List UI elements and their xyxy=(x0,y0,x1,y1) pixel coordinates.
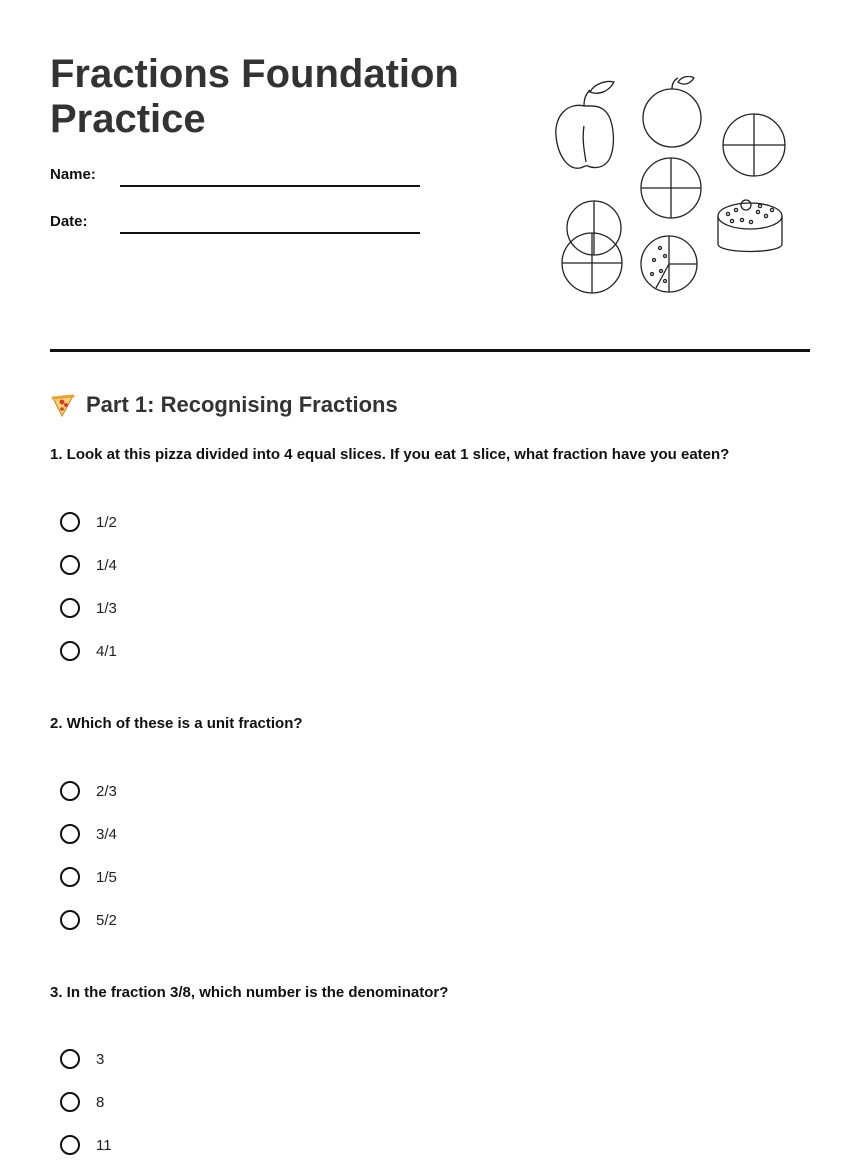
radio-button[interactable] xyxy=(60,512,80,532)
radio-button[interactable] xyxy=(60,867,80,887)
date-line[interactable] xyxy=(120,232,420,234)
question-2-option-4[interactable] xyxy=(60,907,117,933)
option-label: 8 xyxy=(96,1093,105,1111)
radio-button[interactable] xyxy=(60,910,80,930)
option-label: 5/2 xyxy=(96,911,117,929)
question-1: 1. Look at this pizza divided into 4 equal slices. If you eat 1 slice, what fraction have you eaten? xyxy=(50,446,730,463)
question-2-option-1[interactable] xyxy=(60,778,117,804)
question-3-option-1[interactable] xyxy=(60,1046,104,1072)
name-label: Name: xyxy=(50,166,96,183)
radio-button[interactable] xyxy=(60,1135,80,1155)
radio-button[interactable] xyxy=(60,641,80,661)
radio-button[interactable] xyxy=(60,781,80,801)
cake-icon xyxy=(718,200,782,252)
apple-icon xyxy=(643,76,701,147)
question-1-option-4[interactable] xyxy=(60,638,117,664)
option-label: 1/3 xyxy=(96,599,117,617)
option-label: 1/5 xyxy=(96,868,117,886)
quartered-circle-icon xyxy=(723,114,785,176)
sliced-pizza-circle-icon xyxy=(641,236,697,292)
section-header xyxy=(50,388,398,422)
option-label: 4/1 xyxy=(96,642,117,660)
radio-button[interactable] xyxy=(60,598,80,618)
pizza-icon xyxy=(50,392,76,418)
name-line[interactable] xyxy=(120,185,420,187)
radio-button[interactable] xyxy=(60,555,80,575)
question-2-option-3[interactable] xyxy=(60,864,117,890)
option-label: 1/2 xyxy=(96,513,117,531)
radio-button[interactable] xyxy=(60,824,80,844)
option-label: 11 xyxy=(96,1136,112,1154)
section-divider xyxy=(50,349,810,352)
question-3-option-3[interactable] xyxy=(60,1132,112,1158)
option-label: 1/4 xyxy=(96,556,117,574)
radio-button[interactable] xyxy=(60,1049,80,1069)
name-field[interactable] xyxy=(50,166,420,190)
date-field[interactable] xyxy=(50,213,420,237)
quartered-circle-icon xyxy=(641,158,701,218)
question-2: 2. Which of these is a unit fraction? xyxy=(50,715,303,732)
quartered-circle-icon xyxy=(562,233,622,293)
question-1-option-1[interactable] xyxy=(60,509,117,535)
question-1-option-3[interactable] xyxy=(60,595,117,621)
date-label: Date: xyxy=(50,213,88,230)
question-1-option-2[interactable] xyxy=(60,552,117,578)
section-title: Part 1: Recognising Fractions xyxy=(86,392,398,417)
option-label: 2/3 xyxy=(96,782,117,800)
half-circle-icon xyxy=(567,201,621,255)
radio-button[interactable] xyxy=(60,1092,80,1112)
page-title: Fractions Foundation Practice xyxy=(50,52,459,141)
option-label: 3 xyxy=(96,1050,105,1068)
fruit-and-fractions-illustration xyxy=(548,76,793,298)
question-3-option-2[interactable] xyxy=(60,1089,104,1115)
question-2-option-2[interactable] xyxy=(60,821,117,847)
option-label: 3/4 xyxy=(96,825,117,843)
question-3: 3. In the fraction 3/8, which number is the denominator? xyxy=(50,984,449,1001)
apple-outline-icon xyxy=(556,81,614,168)
